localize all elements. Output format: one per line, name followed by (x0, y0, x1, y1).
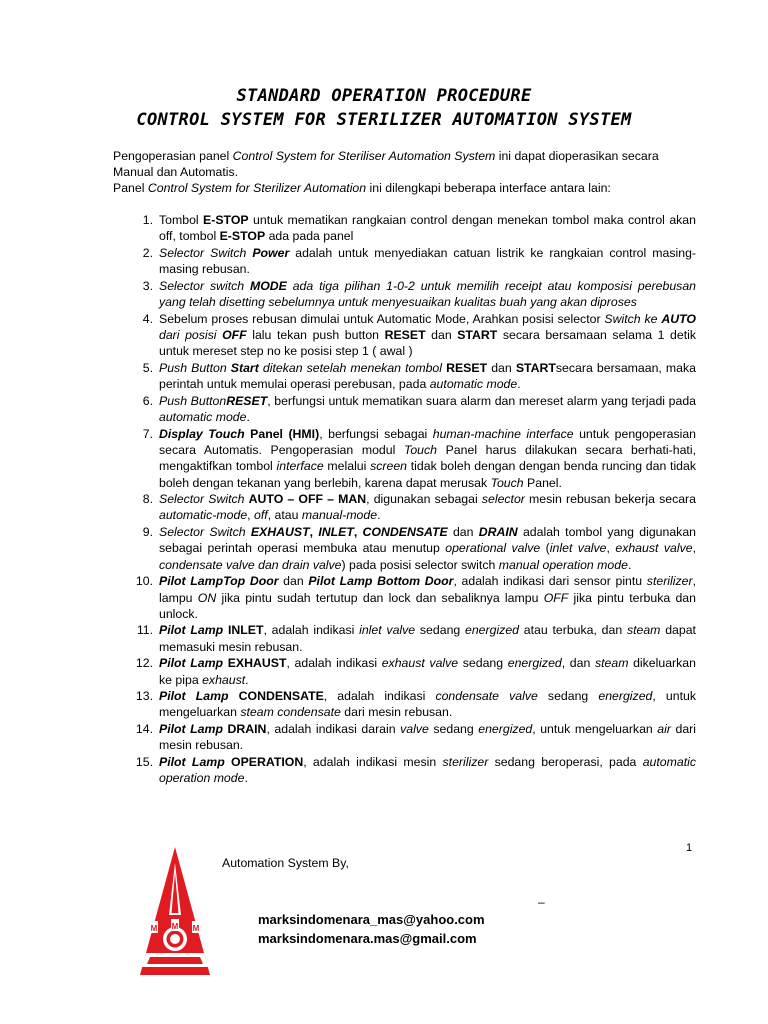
dash-mark: – (538, 895, 545, 909)
company-logo-icon (136, 845, 214, 980)
list-item-text: Power (252, 245, 290, 260)
list-item-text: sterilizer (646, 574, 693, 589)
list-item (113, 426, 696, 491)
list-item-text: RESET (384, 327, 426, 342)
list-item (113, 524, 696, 573)
list-item-text: Panel harus dilakukan secara berhati-hati, mengaktifkan tombol (159, 442, 696, 474)
list-item-text: energized (507, 656, 562, 671)
list-item-text: automatic operation mode (159, 754, 697, 786)
list-item (113, 622, 696, 655)
list-item-text: sedang (537, 689, 599, 704)
list-item-text: steam condensate (240, 705, 341, 720)
list-item-text: , atau (267, 508, 302, 523)
intro-italic-text: Control System for Sterilizer Automation (147, 181, 367, 195)
list-item-text: interface (276, 459, 324, 474)
list-item-text: human-machine interface (432, 426, 574, 441)
list-item-text: E-STOP (219, 229, 266, 244)
list-item-text: dan (447, 525, 479, 540)
list-item-text: mesin rebusan bekerja secara (524, 492, 696, 507)
list-item (113, 721, 696, 754)
list-item-text: exhaust valve (381, 656, 459, 671)
intro-paragraph-1 (113, 148, 696, 181)
list-item-text: OFF (543, 590, 569, 605)
intro-text: ini dapat dioperasikan secara Manual dan Automatis. (113, 149, 659, 180)
list-item-number: 8. (142, 492, 153, 507)
list-item (113, 491, 696, 524)
list-item-text: jika pintu sudah tertutup dan lock dan sebaliknya lampu (216, 590, 544, 605)
list-item-text: Pilot Lamp (159, 656, 224, 671)
list-item-text: OPERATION (224, 754, 304, 769)
list-item-text: exhaust (202, 672, 246, 687)
list-item-text: condensate valve dan drain valve (159, 557, 342, 572)
list-item-text: DRAIN (478, 525, 518, 540)
list-item-text: , adalah indikasi darain (266, 722, 401, 737)
list-item (113, 360, 696, 393)
list-item-text: RESET (226, 393, 268, 408)
list-item-text: , adalah indikasi dari sensor pintu (453, 574, 647, 589)
list-item-text: automatic-mode (159, 508, 248, 523)
list-item-text: sterilizer (442, 754, 489, 769)
list-item-text: CONDENSATE (362, 525, 448, 540)
list-item-text: operational valve (445, 541, 541, 556)
list-item-text: Selector Switch (159, 245, 253, 260)
list-item-text: Selector switch (159, 278, 250, 293)
list-item-number: 14. (135, 722, 153, 737)
logo-letter-3: M (192, 924, 200, 933)
list-item-text: , (309, 525, 319, 540)
list-item-text: Selector Switch (159, 492, 249, 507)
list-item-text: Start (230, 360, 259, 375)
list-item-text: air (657, 722, 671, 737)
title-line-1: STANDARD OPERATION PROCEDURE (236, 86, 532, 106)
list-item-text: valve (400, 722, 429, 737)
list-item-text: AUTO – OFF – MAN (248, 492, 367, 507)
list-item-text: Display Touch (159, 426, 245, 441)
list-item-text: dan (487, 360, 516, 375)
list-item-text: E-STOP (203, 213, 249, 227)
list-item-text: atau terbuka, dan (519, 623, 627, 638)
list-item-number: 11. (136, 623, 153, 638)
list-item-text: , adalah indikasi mesin (303, 754, 443, 769)
list-item-text: RESET (446, 360, 488, 375)
list-item-text: adalah untuk menyediakan catuan listrik ke rangkaian control masing-masing rebusan. (159, 245, 696, 277)
list-item-text: Sebelum proses rebusan dimulai untuk Automatic Mode, Arahkan posisi selector (159, 311, 605, 326)
list-item-text: lalu tekan push button (246, 327, 385, 342)
list-item (113, 573, 696, 622)
title-line-2: CONTROL SYSTEM FOR STERILIZER AUTOMATION SYSTEM (136, 110, 632, 130)
list-item-text: MODE (249, 278, 287, 293)
list-item-text: Panel (HMI) (244, 426, 320, 441)
list-item-text: ada tiga pilihan 1-0-2 untuk memilih receipt atau komposisi perebusan yang telah disetting sebelumnya untuk menyesuaikan kualitas buah yang akan diproses (159, 278, 696, 310)
list-item-text: untuk pengoperasian secara Automatis. Pengoperasian modul (159, 426, 697, 457)
logo-letter-2: M (171, 922, 179, 931)
list-item-text: ada pada panel (265, 229, 354, 244)
intro-paragraph-2 (113, 180, 696, 196)
list-item-text: inlet valve (549, 541, 607, 556)
list-item-number: 12. (135, 656, 153, 671)
list-item-text: ditekan setelah menekan tombol (258, 360, 447, 375)
list-item-text: Pilot Lamp (159, 754, 225, 769)
list-item-text: tidak boleh dengan dengan benda runcing dan tidak boleh dengan tekanan yang berlebih, karena dapat merusak (159, 459, 696, 490)
list-item-text: screen (370, 459, 408, 474)
page-number: 1 (686, 842, 693, 854)
list-item (113, 393, 696, 426)
list-item-text: . (627, 557, 632, 572)
list-item-text: , adalah indikasi (286, 656, 382, 671)
list-item-text: Tombol (159, 213, 204, 227)
list-item-text: START (457, 327, 498, 342)
list-item-text: Push Button (159, 393, 227, 408)
list-item-number: 4. (142, 311, 153, 326)
list-item-text: dikeluarkan ke pipa (159, 656, 696, 687)
list-item-text: , adalah indikasi (263, 623, 360, 638)
list-item-text: Touch (490, 475, 524, 490)
list-item-text: OFF (222, 327, 247, 342)
list-item-text: sedang (415, 623, 465, 638)
list-item-text: , (692, 541, 696, 556)
list-item-text: Pilot Lamp (159, 722, 223, 737)
list-item-text: Push Button (159, 360, 231, 375)
list-item-text: energized (478, 722, 533, 737)
list-item-text: . (246, 410, 250, 425)
list-item-text: , (353, 525, 363, 540)
list-item-text: Panel. (523, 475, 562, 490)
list-item-text: AUTO (661, 311, 696, 326)
list-item-text: selector (481, 492, 525, 507)
list-item-text: secara bersamaan, maka perintah untuk memulai operasi perebusan, pada (159, 360, 696, 392)
list-item-number: 6. (142, 393, 153, 408)
list-item-text: , untuk mengeluarkan (532, 722, 658, 737)
list-item-text: , berfungsi untuk mematikan suara alarm dan mereset alarm yang terjadi pada (267, 393, 697, 408)
list-item-text: dan (278, 574, 309, 589)
list-item-text: secara bersamaan selama 1 detik untuk mereset step no ke posisi step 1 ( awal ) (159, 327, 697, 359)
list-item-text: . (377, 508, 381, 523)
list-item-text: automatic mode (159, 410, 247, 425)
list-item-text: dan (425, 327, 458, 342)
list-item-number: 5. (142, 360, 153, 375)
intro-italic-text: Control System for Steriliser Automation System (232, 149, 496, 163)
list-item-text: Pilot LampTop Door (159, 574, 279, 589)
list-item-text: CONDENSATE (228, 689, 324, 704)
list-item-text: ) pada posisi selector switch (341, 557, 499, 572)
list-item-text: . (244, 771, 248, 786)
list-item-text: Pilot Lamp Bottom Door (308, 574, 454, 589)
list-item-text: inlet valve (359, 623, 416, 638)
list-item (113, 212, 696, 245)
list-item-text: exhaust valve (615, 541, 693, 556)
list-item-text: , (606, 541, 616, 556)
list-item-text: adalah tombol yang digunakan sebagai perintah operasi membuka atau menutup (159, 525, 696, 556)
list-item-text: Selector Switch (159, 525, 251, 540)
interface-list (113, 212, 696, 787)
list-item-text: Pilot Lamp (159, 689, 229, 704)
list-item-text: jika pintu terbuka dan unlock. (159, 590, 696, 621)
list-item (113, 655, 696, 688)
list-item-number: 1. (142, 213, 153, 227)
list-item-text: melalui (323, 459, 371, 474)
list-item-text: energized (598, 689, 653, 704)
list-item-text: steam (626, 623, 661, 638)
list-item-text: , (247, 508, 255, 523)
list-item-number: 9. (142, 525, 153, 540)
email-yahoo[interactable]: marksindomenara_mas@yahoo.com (258, 912, 485, 927)
list-item-number: 15. (135, 754, 153, 769)
list-item-text: Pilot Lamp (159, 623, 224, 638)
list-item-text: START (515, 360, 556, 375)
list-item-text: condensate valve (435, 689, 538, 704)
list-item-text: . (245, 672, 249, 687)
list-item-text: EXHAUST (250, 525, 310, 540)
list-item-text: , dan (561, 656, 595, 671)
list-item-text: , lampu (159, 574, 696, 605)
list-item-text: , untuk mengeluarkan (159, 689, 696, 720)
list-item-text: manual-mode (301, 508, 378, 523)
list-item-text: ( (540, 541, 550, 556)
list-item-text: steam (594, 656, 629, 671)
list-item (113, 278, 696, 311)
list-item-text: INLET (223, 623, 264, 638)
automation-by-label: Automation System By, (222, 856, 349, 870)
list-item-number: 13. (135, 689, 153, 704)
list-item-text: sedang beroperasi, pada (488, 754, 643, 769)
list-item (113, 245, 696, 278)
list-item-number: 3. (142, 278, 153, 293)
list-item-text: dari mesin rebusan. (159, 722, 697, 753)
list-item-text: manual operation mode (498, 557, 628, 572)
list-item-text: Switch ke (604, 311, 662, 326)
list-item-text: dapat memasuki mesin rebusan. (159, 623, 696, 654)
list-item-text: dari mesin rebusan. (340, 705, 453, 720)
list-item-number: 10. (135, 574, 153, 589)
list-item-text: off (254, 508, 268, 523)
list-item-text: , berfungsi sebagai (319, 426, 433, 441)
list-item-text: . (517, 377, 521, 392)
email-gmail[interactable]: marksindomenara.mas@gmail.com (258, 931, 477, 946)
list-item-number: 7. (142, 426, 153, 441)
list-item-text: energized (465, 623, 520, 638)
list-item-text: DRAIN (222, 722, 267, 737)
list-item (113, 311, 696, 360)
intro-text: Pengoperasian panel (113, 149, 233, 163)
list-item-text: sedang (458, 656, 508, 671)
list-item-text: , adalah indikasi (323, 689, 436, 704)
list-item-text: ON (197, 590, 217, 605)
list-item (113, 754, 696, 787)
list-item-number: 2. (142, 245, 153, 260)
list-item-text: sedang (428, 722, 479, 737)
list-item-text: untuk mematikan rangkaian control dengan menekan tombol maka control akan off, tombol (159, 213, 696, 244)
list-item-text: EXHAUST (223, 656, 287, 671)
list-item-text: , digunakan sebagai (366, 492, 482, 507)
list-item (113, 688, 696, 721)
intro-text: ini dilengkapi beberapa interface antara lain: (366, 181, 611, 195)
list-item-text: INLET (318, 525, 354, 540)
intro-text: Panel (113, 181, 148, 195)
list-item-text: automatic mode (429, 377, 518, 392)
list-item-text: dari posisi (159, 327, 223, 342)
list-item-text: Touch (403, 442, 437, 457)
logo-letter-1: M (150, 924, 158, 933)
